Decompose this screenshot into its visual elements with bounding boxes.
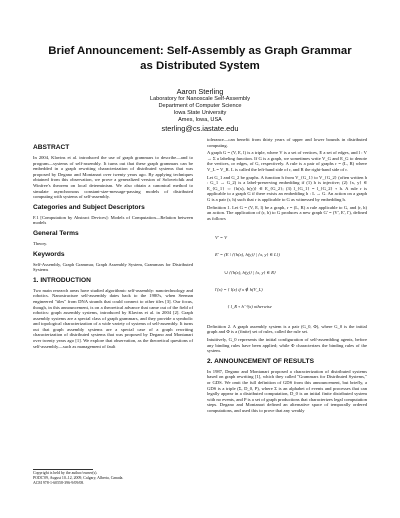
author-city: Ames, Iowa, USA xyxy=(178,117,222,123)
abstract-text: In 2004, Klavins et al. introduced the use of graph grammars to describe—and to program—systems of self-assembly. It turns out that these graph grammars can be embedded in a graph rewriting characterization of distributed systems that was proposed by Degano and Montanari over twenty years ago. By applying techniques obtained from this observation, we prove a generalized version of Soloveichik and Winfree's theorem on local determinism. We also obtain a canonical method to simulate asynchronous constant-size-message-passing models of distributed computing with systems of self-assembly. xyxy=(33,155,193,200)
footnote-rule xyxy=(33,469,93,470)
math-line: V' = V xyxy=(215,234,227,240)
right-paragraph-1: tolerance—can benefit from thirty years of upper and lower bounds in distributed computing. xyxy=(207,137,367,148)
author-name: Aaron Sterling xyxy=(176,87,224,96)
math-block xyxy=(215,223,367,322)
copyright-footnote xyxy=(33,469,193,485)
section-2-heading: 2. ANNOUNCEMENT OF RESULTS xyxy=(207,357,314,365)
right-column xyxy=(207,137,367,416)
categories-text: F.1 [Computation by Abstract Devices]: Models of Computation—Relation between models xyxy=(33,214,193,226)
right-paragraph-3: Let G_1 and G_2 be graphs. A function h from V_{G_1} to V_{G_2} (often written h : G_1 → G_2) is a label-preserving embedding if (1) h is injective; (2) {x, y} ∈ E_{G_1} ⇔ {h(x), h(y)} ∈ E_{G_2}; (3) l_{G_1} = l_{G_2} ∘ h. A rule r is applicable to a graph G if there exists an embedding h : L → G. An action on a graph G is a pair (r, h) such that r is applicable to G as witnessed by embedding h. xyxy=(207,174,367,202)
intro-heading: 1. INTRODUCTION xyxy=(33,276,91,284)
keywords-heading: Keywords xyxy=(33,250,65,258)
terms-heading: General Terms xyxy=(33,229,79,237)
author-lab: Laboratory for Nanoscale Self-Assembly xyxy=(149,96,251,102)
right-paragraph-2: A graph G = (V, E, l) is a triple, where V is a set of vertices, E a set of edges, and l : V → Σ a labeling function. If G is a graph, we sometimes write V_G and E_G to denote the vertices, or edges, of G, respectively. A rule is a pair of graphs r = (L, R) where V_L = V_R. L is called the left-hand side of r, and R the right-hand side of r. xyxy=(207,150,367,172)
definition-2: Definition 2. A graph assembly system is a pair (G_0, Φ), where G_0 is the initial graph and Φ is a (finite) set of rules, called the rule set. xyxy=(207,323,367,335)
terms-text: Theory. xyxy=(33,240,48,246)
math-line: E' = (E \ {{h(x), h(y)} | {x, y} ∈ L}) xyxy=(215,252,280,258)
math-line: l'(x) = { l(x) if x ∉ h(V_L) xyxy=(215,287,263,293)
intro-text: Two main research areas have studied algorithmic self-assembly: nanotechnology and robotics. Nanostructure self-assembly dates back to the 1980's, when Seeman engineered "tiles" from DNA strands that could connect to other tiles [3]. Our focus, though, in this announcement, is on a theoretical advance that came out of the field of robotics: graph assembly systems, introduced by Klavins et al. in 2004 [2]. Graph assembly systems are a special class of graph grammars, and they provide a symbolic and topological characterization of a wide variety of systems of self-assembly. It turns out that graph assembly systems are a special case of a graph rewriting characterization of distributed systems that was proposed by Degano and Montanari over twenty years ago [1]. We explore that observation, as the theoretical questions of self-assembly—such as management of fault xyxy=(33,287,193,349)
math-line: { l_R ∘ h⁻¹(x) otherwise xyxy=(215,304,272,310)
author-block xyxy=(0,87,400,133)
categories-heading: Categories and Subject Descriptors xyxy=(33,203,145,211)
left-column xyxy=(33,140,193,351)
title-line-2: as Distributed System xyxy=(140,60,260,72)
paper-title xyxy=(0,44,400,74)
right-paragraph-4: Intuitively, G_0 represents the initial configuration of self-assembling agents, before any binding rules have been applied; while Φ characterizes the binding rules of the system. xyxy=(207,337,367,354)
author-univ: Iowa State University xyxy=(173,110,227,116)
author-email: sterling@cs.iastate.edu xyxy=(161,124,239,133)
section-2-text: In 1987, Degano and Montanari proposed a characterization of distributed systems based on graph rewriting [1], which they called "Grammars for Distributed Systems," or GDS. We omit the full definition of GDS from this announcement, but briefly, a GDS is a triple (Σ, D_0, P), where Σ is an alphabet of events and processes that can legally appear in a distributed computation, D_0 is an initial finite distributed system with no events, and P is a set of graph productions that characterizes legal computation steps. Degano and Montanari defined an alternative space of temporally ordered computations, and used this to prove that any weakly xyxy=(207,368,367,413)
title-line-1: Brief Announcement: Self-Assembly as Graph Grammar xyxy=(48,45,352,57)
math-line: ∪ {{h(x), h(y)} | {x, y} ∈ R} xyxy=(215,269,276,275)
footnote-text: Copyright is held by the author/owner(s). PODC'09, August 10–12, 2009, Calgary, Alberta, Canada. ACM 978-1-60558-396-9/09/08. xyxy=(33,471,124,485)
definition-1: Definition 1. Let G = (V, E, l) be a graph, r = (L, R) a rule applicable to G, and (r, h) an action. The application of (r, h) to G produces a new graph G' = (V', E', l'), defined as follows xyxy=(207,204,367,221)
keywords-text: Self-Assembly, Graph Grammar, Graph Assembly System, Grammars for Distributed Systems xyxy=(33,261,193,273)
abstract-heading: ABSTRACT xyxy=(33,144,70,151)
author-dept: Department of Computer Science xyxy=(158,103,242,109)
